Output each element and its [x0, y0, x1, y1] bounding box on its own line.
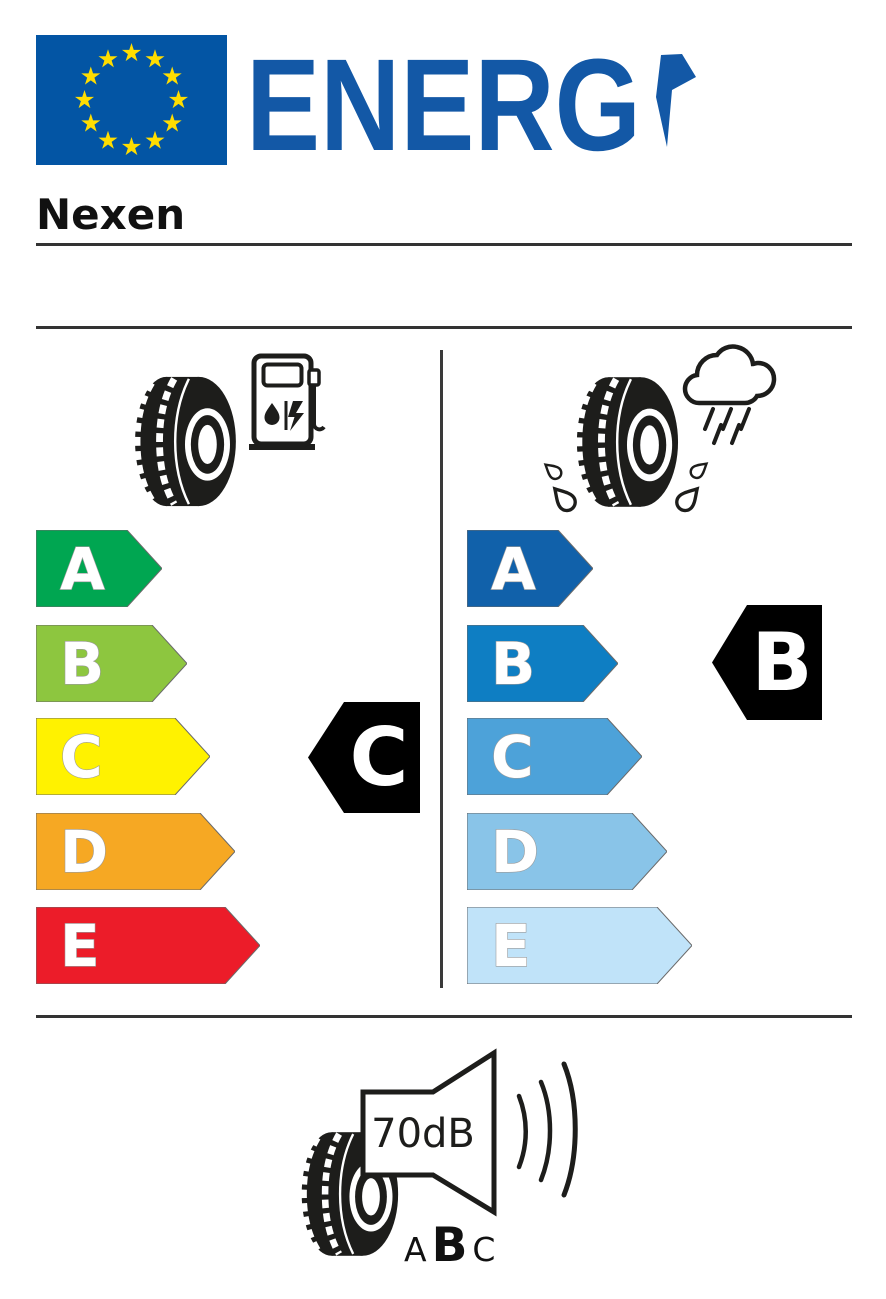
fuel-grade-label: D: [60, 817, 109, 886]
fuel-grade-label: E: [60, 911, 100, 980]
wet-grade-label: C: [491, 722, 534, 791]
wet-grade-label: E: [491, 911, 531, 980]
tire-icon: [135, 377, 236, 506]
wet-grade-label: A: [491, 534, 536, 603]
sound-wave-icon: [519, 1064, 575, 1195]
wet-grade-label: B: [491, 629, 536, 698]
noise-class-c: C: [472, 1230, 496, 1269]
wet-rating-value: B: [751, 616, 813, 709]
wet-grade-row-c: [467, 718, 642, 795]
wet-rating-indicator: [712, 605, 822, 720]
wet-grade-row-e: [467, 907, 692, 984]
fuel-rating-indicator: [308, 702, 420, 813]
fuel-grade-row-c: [36, 718, 210, 795]
fuel-pump-icon: [249, 356, 324, 450]
fuel-grade-row-a: [36, 530, 162, 607]
tire-icon: [577, 377, 678, 507]
fuel-grade-row-e: [36, 907, 260, 984]
wet-grade-label: D: [491, 817, 540, 886]
energ-logo-text: ENERG: [246, 40, 641, 165]
noise-value: 70dB: [371, 1111, 475, 1157]
noise-class-a: A: [404, 1230, 427, 1269]
rain-cloud-icon: [685, 346, 774, 443]
fuel-grade-row-b: [36, 625, 187, 702]
noise-class-scale: [404, 1218, 524, 1273]
fuel-rating-value: C: [349, 711, 409, 804]
fuel-grade-label: A: [60, 534, 105, 603]
noise-class-b-selected: B: [431, 1218, 468, 1273]
fuel-grade-label: C: [60, 722, 103, 791]
wet-grade-row-b: [467, 625, 618, 702]
fuel-grade-row-d: [36, 813, 235, 890]
fuel-grade-label: B: [60, 629, 105, 698]
brand-name: Nexen: [36, 190, 186, 239]
wet-grade-row-d: [467, 813, 667, 890]
wet-grade-row-a: [467, 530, 593, 607]
